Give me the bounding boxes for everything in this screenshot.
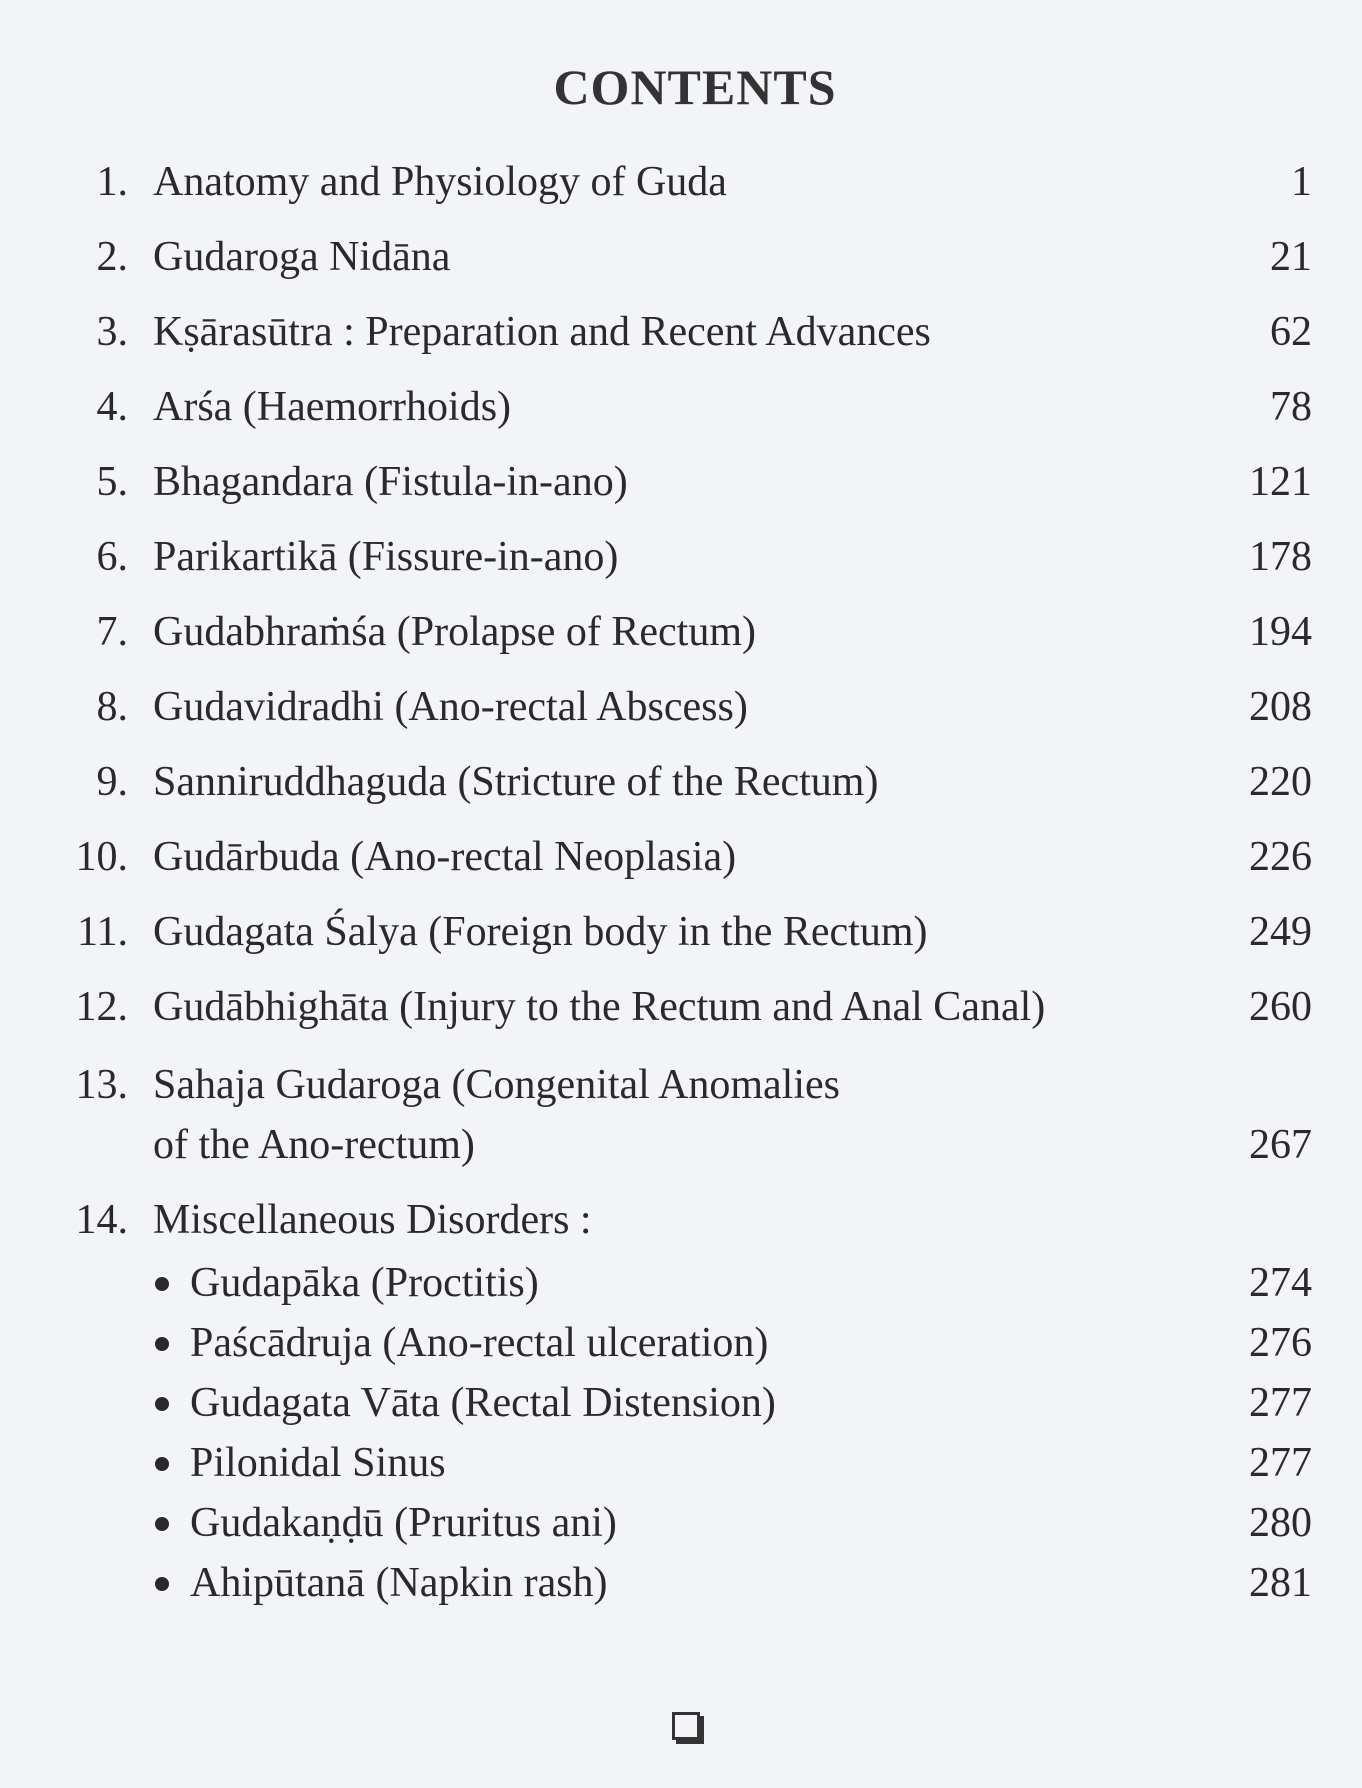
entry-title: Gudagata Śalya (Foreign body in the Rectum) bbox=[153, 909, 928, 955]
entry-page: 249 bbox=[1249, 909, 1312, 955]
entry-page: 78 bbox=[1270, 384, 1312, 430]
entry-number: 8. bbox=[96, 684, 128, 730]
end-square-icon bbox=[672, 1712, 700, 1740]
toc-entry bbox=[0, 970, 1362, 1045]
toc-entry bbox=[0, 1055, 1362, 1175]
entry-number: 3. bbox=[96, 309, 128, 355]
bullet-icon bbox=[155, 1517, 169, 1531]
toc-entry bbox=[0, 1183, 1362, 1258]
entry-page: 21 bbox=[1270, 234, 1312, 280]
toc-entry bbox=[0, 295, 1362, 370]
entry-title: Gudabhraṁśa (Prolapse of Rectum) bbox=[153, 609, 756, 655]
toc-sub-entry bbox=[0, 1253, 1362, 1313]
entry-title: Sanniruddhaguda (Stricture of the Rectum) bbox=[153, 759, 879, 805]
entry-page: 62 bbox=[1270, 309, 1312, 355]
entry-title: Gudaroga Nidāna bbox=[153, 234, 451, 280]
entry-number: 4. bbox=[96, 384, 128, 430]
entry-number: 10. bbox=[75, 834, 128, 880]
entry-title: Parikartikā (Fissure-in-ano) bbox=[153, 534, 619, 580]
entry-title: Gudārbuda (Ano-rectal Neoplasia) bbox=[153, 834, 737, 880]
sub-entry-title: Gudagata Vāta (Rectal Distension) bbox=[190, 1380, 776, 1426]
toc-sub-entry bbox=[0, 1553, 1362, 1613]
entry-title: Bhagandara (Fistula-in-ano) bbox=[153, 459, 628, 505]
entry-title: Gudābhighāta (Injury to the Rectum and Anal Canal) bbox=[153, 984, 1046, 1030]
sub-entry-page: 277 bbox=[1249, 1380, 1312, 1426]
entry-number: 9. bbox=[96, 759, 128, 805]
sub-entry-title: Pilonidal Sinus bbox=[190, 1440, 446, 1486]
toc-entry bbox=[0, 745, 1362, 820]
entry-page: 220 bbox=[1249, 759, 1312, 805]
bullet-icon bbox=[155, 1277, 169, 1291]
entry-number: 7. bbox=[96, 609, 128, 655]
entry-number: 12. bbox=[75, 984, 128, 1030]
entry-number: 14. bbox=[75, 1197, 128, 1243]
toc-entry bbox=[0, 670, 1362, 745]
sub-entry-title: Ahipūtanā (Napkin rash) bbox=[190, 1560, 608, 1606]
entry-page: 121 bbox=[1249, 459, 1312, 505]
entry-number: 11. bbox=[77, 909, 128, 955]
entry-title: Anatomy and Physiology of Guda bbox=[153, 159, 727, 205]
entry-title: Gudavidradhi (Ano-rectal Abscess) bbox=[153, 684, 748, 730]
sub-entry-title: Paścādruja (Ano-rectal ulceration) bbox=[190, 1320, 769, 1366]
toc-entry bbox=[0, 445, 1362, 520]
toc-entry bbox=[0, 220, 1362, 295]
entry-title: Kṣārasūtra : Preparation and Recent Advances bbox=[153, 309, 931, 355]
toc-entry bbox=[0, 145, 1362, 220]
entry-title bbox=[153, 1055, 840, 1175]
toc-sub-entry bbox=[0, 1433, 1362, 1493]
toc-entry bbox=[0, 520, 1362, 595]
entry-title-line: of the Ano-rectum) bbox=[153, 1122, 475, 1168]
entry-title: Miscellaneous Disorders : bbox=[153, 1197, 592, 1243]
toc-sub-entry bbox=[0, 1313, 1362, 1373]
toc-entry bbox=[0, 595, 1362, 670]
bullet-icon bbox=[155, 1577, 169, 1591]
entry-number: 2. bbox=[96, 234, 128, 280]
entry-number: 1. bbox=[96, 159, 128, 205]
page-title: CONTENTS bbox=[553, 59, 837, 115]
entry-page: 267 bbox=[1249, 1122, 1312, 1168]
bullet-icon bbox=[155, 1337, 169, 1351]
toc-sub-entry bbox=[0, 1373, 1362, 1433]
entry-page: 208 bbox=[1249, 684, 1312, 730]
entry-page: 178 bbox=[1249, 534, 1312, 580]
entry-page: 226 bbox=[1249, 834, 1312, 880]
sub-entry-title: Gudakaṇḍū (Pruritus ani) bbox=[190, 1500, 617, 1546]
toc-entry bbox=[0, 895, 1362, 970]
sub-entry-page: 276 bbox=[1249, 1320, 1312, 1366]
entry-page: 1 bbox=[1291, 159, 1312, 205]
toc-sub-entry bbox=[0, 1493, 1362, 1553]
sub-entry-page: 274 bbox=[1249, 1260, 1312, 1306]
entry-number: 5. bbox=[96, 459, 128, 505]
sub-entry-page: 277 bbox=[1249, 1440, 1312, 1486]
entry-page: 260 bbox=[1249, 984, 1312, 1030]
bullet-icon bbox=[155, 1457, 169, 1471]
toc-entry bbox=[0, 820, 1362, 895]
entry-title: Arśa (Haemorrhoids) bbox=[153, 384, 512, 430]
entry-page: 194 bbox=[1249, 609, 1312, 655]
bullet-icon bbox=[155, 1397, 169, 1411]
sub-entry-page: 281 bbox=[1249, 1560, 1312, 1606]
entry-number: 6. bbox=[96, 534, 128, 580]
entry-title-line: Sahaja Gudaroga (Congenital Anomalies bbox=[153, 1062, 840, 1108]
sub-entry-title: Gudapāka (Proctitis) bbox=[190, 1260, 539, 1306]
toc-entry bbox=[0, 370, 1362, 445]
entry-number: 13. bbox=[75, 1062, 128, 1108]
sub-entry-page: 280 bbox=[1249, 1500, 1312, 1546]
